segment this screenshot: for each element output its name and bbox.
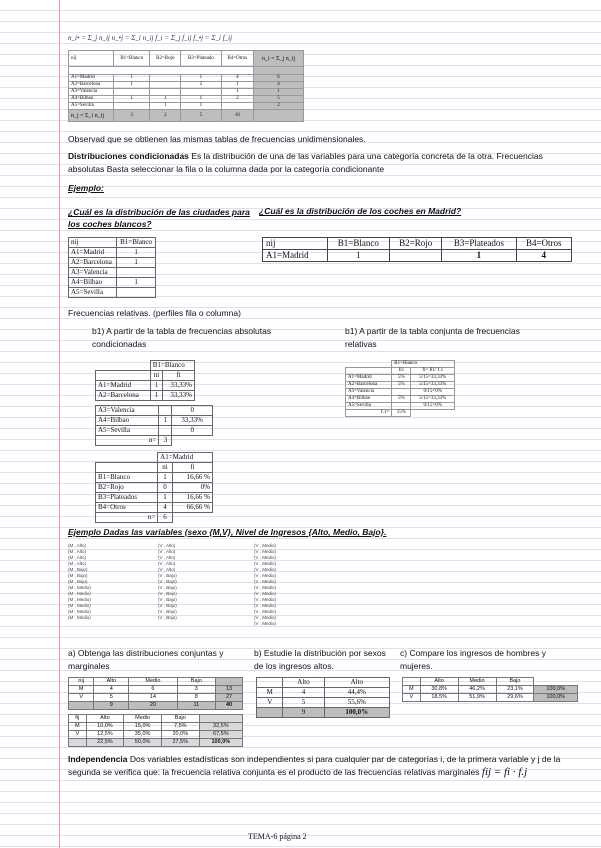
pair-item: (V , Bajo) — [158, 597, 177, 602]
th-nij: nij — [69, 51, 114, 67]
dist-cond-term: Distribuciones condicionadas — [68, 151, 189, 161]
pair-item: (M , Medio) — [68, 591, 91, 596]
conditional-table-blanco: B1=Blanco ni fi A1=Madrid 1 33,33% A2=Barcelona 1 33,33% — [95, 360, 195, 401]
pair-item: (V , Bajo) — [158, 603, 177, 608]
pairs-list-col1 — [68, 543, 91, 621]
table-row: A5=Sevilla 0/15=0% — [346, 403, 455, 410]
pair-item: (V , Alto) — [158, 561, 176, 566]
table-row: V 5 14 8 27 — [69, 694, 243, 702]
table-row: B3=Plateados 1 16,66 % — [96, 493, 213, 503]
table-row: A5=Sevilla 0 — [96, 426, 213, 436]
table-row: A3=Valencia 1 1 — [69, 89, 304, 96]
table-row: A3=Valencia 0/15=0% — [346, 389, 455, 396]
pair-item: (V , Bajo) — [158, 609, 177, 614]
pair-item: (V , Bajo) — [158, 573, 177, 578]
pair-item: (M , Alto) — [68, 549, 87, 554]
observe-text: Observad que se obtienen las mismas tablas de frecuencias unidimensionales. — [68, 134, 366, 144]
relative-joint-fij-table: fij Alto Medio Bajo M 10,0% 15,0% 7,5% 32,5% V 12,5% 35,0% 20,0% 67,5% 22,5% 50,0% 27,5% 100,0% — [68, 714, 243, 747]
table-row: A3=Valencia 0 — [96, 406, 213, 416]
table-row: A2=Barcelona 1 33,33% — [96, 391, 195, 401]
b1-left-heading: b1) A partir de la tabla de frecuencias absolutas condicionadas — [92, 326, 272, 349]
table-row: A2=Barcelona 1 — [69, 258, 156, 268]
table-row: A4=Bilbao 1 — [69, 278, 156, 288]
pair-item: (V , Medio) — [254, 543, 277, 548]
margin-line — [59, 0, 60, 848]
pair-item: (V , Bajo) — [158, 615, 177, 620]
b1-right-heading: b1) A partir de la tabla conjunta de frecuencias relativas — [345, 326, 520, 349]
formula-header: n_i• = Σ_j n_ij n_•j = Σ_i n_ij f_i = Σ_j f_ij f_•j = Σ_i f_ij — [68, 34, 233, 42]
pair-item: (V , Medio) — [254, 621, 277, 626]
pair-item: (V , Medio) — [254, 579, 277, 584]
pair-item: (M , Bajo) — [68, 579, 88, 584]
th-rojo: B2=Rojo — [150, 51, 181, 67]
pair-item: (V , Medio) — [254, 603, 277, 608]
pair-item: (V , Medio) — [254, 615, 277, 620]
independence-text: Dos variables estadísticas son independientes si para cualquier par de categorías i, de la primera variable y j de la segunda se verifica que: la frecuencia relativa conjunta es el producto de las frecuencias relativas marginales — [68, 754, 561, 777]
pair-item: (V , Medio) — [254, 555, 277, 560]
table-row: B4=Otros 4 66,66 % — [96, 503, 213, 513]
example-label: Ejemplo: — [68, 183, 104, 193]
independence-term: Independencia — [68, 754, 128, 764]
table-row: A3=Valencia — [69, 268, 156, 278]
pair-item: (V , Medio) — [254, 549, 277, 554]
question-b: b) Estudie la distribución por sexos de los ingresos altos. — [254, 648, 386, 671]
table-row: M 4 6 3 13 — [69, 686, 243, 694]
th-row-total: n_i = Σ_j n_ij — [254, 51, 304, 67]
pair-item: (V , Medio) — [254, 585, 277, 590]
table-row: V 5 55,6% — [257, 698, 390, 708]
high-income-table: Alto Alto M 4 44,4% V 5 55,6% 9 100,0% — [256, 677, 390, 718]
pair-item: (M , Medio) — [68, 603, 91, 608]
th-plateado: B3=Plateado — [181, 51, 221, 67]
table-row: A4=Bilbao 1 33,33% — [96, 416, 213, 426]
table-row: B1=Blanco 1 16,66 % — [96, 473, 213, 483]
pair-item: (V , Medio) — [254, 573, 277, 578]
pair-item: (V , Alto) — [158, 555, 176, 560]
compare-income-table: Alto Medio Bajo M 30,8% 46,2% 23,1% 100,0% V 18,5% 51,9% 29,6% 100,0% — [402, 677, 578, 702]
conditional-table-blanco-cont: A3=Valencia 0 A4=Bilbao 1 33,33% A5=Sevilla 0 n= 3 — [95, 405, 213, 446]
dist-cond-text: Es la distribución de una de las variables para una categoría concreta de la otra. Frecuencias absolutas Basta seleccionar la fila o la columna dada por la categoría condicionante — [68, 151, 543, 174]
table-row: A5=Sevilla 1 1 2 — [69, 103, 304, 110]
conditional-distribution-paragraph — [68, 150, 568, 176]
conditional-table-madrid: A1=Madrid ni fi B1=Blanco 1 16,66 % B2=Rojo 0 0% B3=Plateados 1 16,66 % B4=Otros 4 66,66 % n= 6 — [95, 452, 213, 523]
question-a: a) Obtenga las distribuciones conjuntas y marginales — [68, 648, 224, 671]
table-row: B2=Rojo 0 0% — [96, 483, 213, 493]
question-c: c) Compare los ingresos de hombres y mujeres. — [400, 648, 546, 671]
table-row: A1=Madrid 1 1 4 — [263, 250, 572, 262]
pair-item: (M , Medio) — [68, 585, 91, 590]
pair-item: (M , Alto) — [68, 555, 87, 560]
pair-item: (V , Bajo) — [158, 585, 177, 590]
pair-item: (V , Medio) — [254, 609, 277, 614]
table-row: A1=Madrid 1 1 4 6 — [69, 75, 304, 82]
top-frequency-table — [68, 50, 304, 122]
table-row: A5=Sevilla — [69, 288, 156, 298]
pair-item: (M , Bajo) — [68, 567, 88, 572]
table-row: A1=Madrid 5% 5/15=33,33% — [346, 375, 455, 382]
independence-paragraph — [68, 753, 578, 779]
question-white-cars: ¿Cuál es la distribución de las ciudades para los coches blancos? — [68, 207, 250, 229]
pair-item: (V , Medio) — [254, 597, 277, 602]
table-row: A2=Barcelona 1 2 1 4 — [69, 82, 304, 89]
pairs-list-col2 — [158, 543, 177, 621]
example2-title: Ejemplo Dadas las variables (sexo {M,V}, Nivel de Ingresos {Alto, Medio, Bajo}. — [68, 527, 387, 537]
table-row: A2=Barcelona 5% 5/15=33,33% — [346, 382, 455, 389]
totals-row: 9 100,0% — [257, 708, 390, 718]
pair-item: (M , Alto) — [68, 543, 87, 548]
pair-item: (V , Alto) — [158, 549, 176, 554]
independence-formula: fij = fi · f.j — [481, 766, 528, 778]
th-otros: B4=Otros — [221, 51, 253, 67]
page-footer: TEMA-6 página 2 — [248, 832, 307, 841]
table-row: M 4 44,4% — [257, 688, 390, 698]
relative-frequencies-text: Frecuencias relativas. (perfiles fila o columna) — [68, 308, 241, 318]
pair-item: (V , Bajo) — [158, 579, 177, 584]
pair-item: (M , Alto) — [68, 561, 87, 566]
table-row: M 10,0% 15,0% 7,5% 32,5% — [69, 723, 243, 731]
white-cars-table: nij B1=Blanco A1=Madrid 1 A2=Barcelona 1 A3=Valencia A4=Bilbao 1 A5=Sevilla — [68, 237, 156, 298]
absolute-joint-table: nij Alto Medio Bajo M 4 6 3 13 V 5 14 8 27 9 20 11 40 — [68, 677, 243, 710]
table-row: M 30,8% 46,2% 23,1% 100,0% — [403, 686, 578, 694]
madrid-table: nij B1=Blanco B2=Rojo B3=Plateados B4=Otros A1=Madrid 1 1 4 — [262, 237, 572, 262]
table-row: A1=Madrid 1 — [69, 248, 156, 258]
table-row: A4=Bilbao 5% 5/15=33,33% — [346, 396, 455, 403]
totals-row: n_j = Σ_i n_ij 3 2 5 10 — [69, 110, 304, 122]
pair-item: (V , Alto) — [158, 543, 176, 548]
question-madrid: ¿Cuál es la distribución de los coches en Madrid? — [259, 206, 462, 216]
table-row: V 18,5% 51,9% 29,6% 100,0% — [403, 694, 578, 702]
relative-joint-table: B1=Blanco fi1 fi= fi1/ f.1 A1=Madrid 5% 5/15=33,33% A2=Barcelona 5% 5/15=33,33% A3=Valencia 0/15=0% A4=Bilbao 5% 5/15=33,33% A5=Sevilla 0/15=0% f.1= 15% — [345, 360, 455, 417]
pair-item: (V , Medio) — [254, 561, 277, 566]
totals-row: 22,5% 50,0% 27,5% 100,0% — [69, 739, 243, 747]
pair-item: (M , Bajo) — [68, 573, 88, 578]
table-row: A1=Madrid 1 33,33% — [96, 381, 195, 391]
pair-item: (M , Medio) — [68, 615, 91, 620]
table-row: V 12,5% 35,0% 20,0% 67,5% — [69, 731, 243, 739]
pairs-list-col3 — [254, 543, 276, 627]
pair-item: (V , Alto) — [158, 567, 176, 572]
totals-row: 9 20 11 40 — [69, 702, 243, 710]
pair-item: (V , Bajo) — [158, 591, 177, 596]
pair-item: (M , Medio) — [68, 609, 91, 614]
pair-item: (V , Medio) — [254, 567, 277, 572]
pair-item: (V , Medio) — [254, 591, 277, 596]
th-blanco: B1=Blanco — [114, 51, 150, 67]
table-row: A4=Bilbao 1 1 1 2 5 — [69, 96, 304, 103]
pair-item: (M , Medio) — [68, 597, 91, 602]
